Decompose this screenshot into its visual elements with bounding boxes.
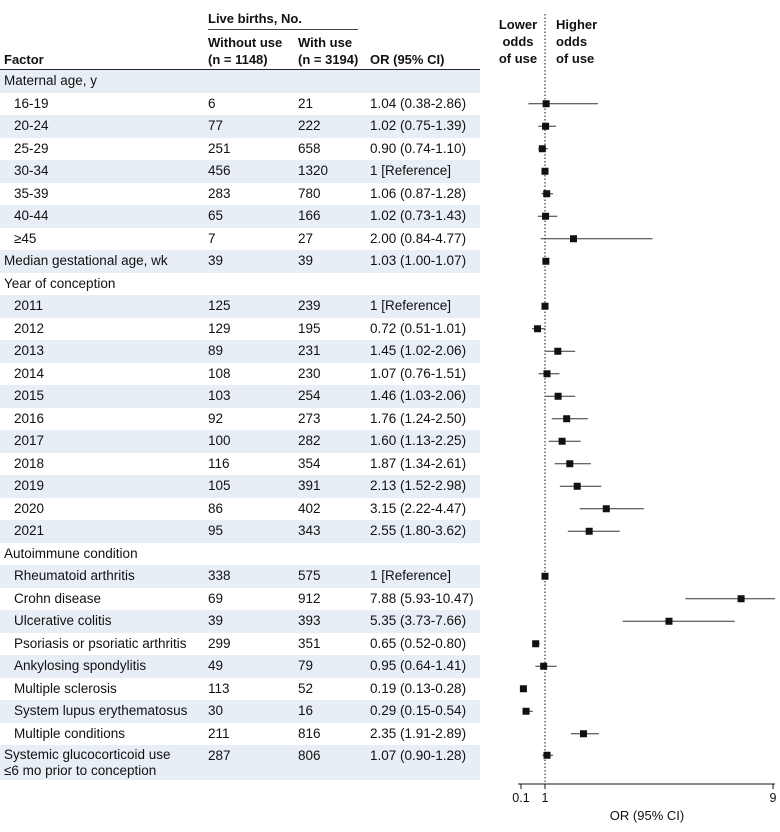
point-estimate-marker [520, 685, 527, 692]
higher-odds-line3: of use [556, 51, 595, 66]
or-ci-value: 0.19 (0.13-0.28) [370, 680, 467, 696]
higher-odds-line2: odds [556, 34, 588, 49]
point-estimate-marker [586, 528, 593, 535]
col-header-factor: Factor [4, 52, 44, 67]
or-ci-value: 2.13 (1.52-2.98) [370, 478, 467, 493]
or-ci-value: 1.76 (1.24-2.50) [370, 410, 467, 426]
factor-cell: 2021 [14, 523, 45, 538]
point-estimate-marker [523, 708, 530, 715]
factor-cell-line1: Systemic glucocorticoid use [4, 747, 171, 762]
without-use-count: 108 [208, 365, 231, 381]
point-estimate-marker [555, 393, 562, 400]
or-ci-value: 1.07 (0.76-1.51) [370, 365, 467, 381]
with-use-count: 402 [298, 500, 321, 516]
with-use-count: 21 [298, 95, 314, 111]
or-ci-value: 0.72 (0.51-1.01) [370, 320, 467, 336]
without-use-count: 105 [208, 478, 231, 493]
factor-cell: 2019 [14, 478, 45, 493]
with-use-count: 816 [298, 725, 321, 741]
x-tick-label: 9 [769, 791, 777, 805]
with-use-count: 393 [298, 613, 321, 628]
with-use-count: 273 [298, 410, 321, 426]
without-use-count: 92 [208, 410, 224, 426]
point-estimate-marker [542, 258, 549, 265]
or-ci-value: 0.29 (0.15-0.54) [370, 703, 467, 718]
or-ci-value: 1.60 (1.13-2.25) [370, 433, 467, 448]
factor-cell: 2018 [14, 455, 45, 471]
without-use-count: 65 [208, 208, 224, 223]
point-estimate-marker [580, 730, 587, 737]
without-use-count: 7 [208, 230, 216, 246]
with-use-count: 231 [298, 343, 321, 358]
point-estimate-marker [540, 663, 547, 670]
factor-cell: 2014 [14, 365, 45, 381]
without-use-count: 129 [208, 320, 231, 336]
with-use-count: 222 [298, 118, 321, 133]
without-use-count: 287 [208, 748, 231, 763]
factor-cell: Median gestational age, wk [4, 253, 168, 268]
with-use-count: 166 [298, 208, 321, 223]
col-header-or: OR (95% CI) [370, 52, 445, 67]
higher-odds-line1: Higher [556, 17, 598, 32]
or-ci-value: 1.02 (0.73-1.43) [370, 208, 467, 223]
point-estimate-marker [566, 460, 573, 467]
or-ci-value: 3.15 (2.22-4.47) [370, 500, 467, 516]
section-label: Autoimmune condition [4, 545, 138, 561]
or-ci-value: 1.45 (1.02-2.06) [370, 343, 467, 358]
or-ci-value: 1.03 (1.00-1.07) [370, 253, 467, 268]
or-ci-value: 1.06 (0.87-1.28) [370, 185, 467, 201]
factor-cell: 2015 [14, 388, 45, 403]
col-header-with-use-line1: With use [298, 35, 353, 50]
factor-cell: Crohn disease [14, 590, 102, 606]
point-estimate-marker [603, 505, 610, 512]
or-ci-value: 1 [Reference] [370, 163, 452, 178]
without-use-count: 77 [208, 118, 224, 133]
factor-cell: 2020 [14, 500, 45, 516]
or-ci-value: 1 [Reference] [370, 568, 452, 583]
with-use-count: 79 [298, 658, 314, 673]
point-estimate-marker [542, 213, 549, 220]
factor-cell: 2011 [14, 298, 44, 313]
factor-cell: Ankylosing spondylitis [14, 658, 147, 673]
point-estimate-marker [554, 348, 561, 355]
without-use-count: 86 [208, 500, 224, 516]
without-use-count: 6 [208, 95, 216, 111]
or-ci-value: 0.95 (0.64-1.41) [370, 658, 467, 673]
factor-cell: 2012 [14, 320, 45, 336]
x-tick-label: 0.1 [512, 791, 530, 805]
with-use-count: 658 [298, 140, 321, 156]
section-label: Year of conception [4, 275, 116, 291]
or-ci-value: 1.46 (1.03-2.06) [370, 388, 467, 403]
factor-cell: Rheumatoid arthritis [14, 568, 135, 583]
point-estimate-marker [559, 438, 566, 445]
or-ci-value: 2.55 (1.80-3.62) [370, 523, 467, 538]
factor-cell: 35-39 [14, 185, 49, 201]
with-use-count: 354 [298, 455, 321, 471]
lower-odds-line3: of use [498, 51, 538, 66]
factor-cell-line2: ≤6 mo prior to conception [4, 763, 157, 778]
live-births-group-label: Live births, No. [208, 11, 302, 26]
factor-cell: Multiple conditions [14, 725, 126, 741]
lower-odds-line1: Lower [498, 17, 538, 32]
factor-cell: ≥45 [14, 230, 37, 246]
factor-cell: 40-44 [14, 208, 49, 223]
or-ci-value: 1.87 (1.34-2.61) [370, 455, 467, 471]
without-use-count: 299 [208, 635, 231, 651]
without-use-count: 338 [208, 568, 231, 583]
with-use-count: 39 [298, 253, 314, 268]
with-use-count: 1320 [298, 163, 329, 178]
without-use-count: 103 [208, 388, 231, 403]
point-estimate-marker [665, 618, 672, 625]
point-estimate-marker [738, 595, 745, 602]
with-use-count: 282 [298, 433, 321, 448]
without-use-count: 125 [208, 298, 231, 313]
factor-cell: 2017 [14, 433, 45, 448]
x-tick-label: 1 [541, 791, 549, 805]
with-use-count: 806 [298, 748, 321, 763]
with-use-count: 780 [298, 185, 321, 201]
factor-cell: Ulcerative colitis [14, 613, 112, 628]
factor-cell: 30-34 [14, 163, 49, 178]
or-ci-value: 1 [Reference] [370, 298, 452, 313]
factor-cell: 16-19 [14, 95, 49, 111]
or-ci-value: 1.04 (0.38-2.86) [370, 95, 467, 111]
col-header-without-use-line2: (n = 1148) [208, 52, 268, 67]
factor-cell: 25-29 [14, 140, 49, 156]
or-ci-value: 1.07 (0.90-1.28) [370, 748, 467, 763]
without-use-count: 116 [208, 455, 230, 471]
point-estimate-marker [570, 235, 577, 242]
factor-cell: 2013 [14, 343, 45, 358]
point-estimate-marker [543, 752, 550, 759]
point-estimate-marker [543, 190, 550, 197]
without-use-count: 39 [208, 613, 224, 628]
with-use-count: 351 [298, 635, 321, 651]
with-use-count: 195 [298, 320, 321, 336]
col-header-with-use-line2: (n = 3194) [298, 52, 359, 67]
with-use-count: 52 [298, 680, 314, 696]
point-estimate-marker [534, 325, 541, 332]
or-ci-value: 0.90 (0.74-1.10) [370, 140, 467, 156]
without-use-count: 30 [208, 703, 224, 718]
with-use-count: 230 [298, 365, 321, 381]
factor-cell: 2016 [14, 410, 45, 426]
point-estimate-marker [543, 100, 550, 107]
point-estimate-marker [563, 415, 570, 422]
with-use-count: 254 [298, 388, 321, 403]
without-use-count: 100 [208, 433, 231, 448]
point-estimate-marker [542, 123, 549, 130]
without-use-count: 211 [208, 725, 230, 741]
point-estimate-marker [542, 168, 549, 175]
without-use-count: 89 [208, 343, 224, 358]
without-use-count: 251 [208, 140, 231, 156]
without-use-count: 113 [208, 680, 230, 696]
with-use-count: 16 [298, 703, 314, 718]
with-use-count: 391 [298, 478, 321, 493]
or-ci-value: 5.35 (3.73-7.66) [370, 613, 467, 628]
factor-cell: System lupus erythematosus [14, 703, 188, 718]
point-estimate-marker [543, 370, 550, 377]
factor-cell: Psoriasis or psoriatic arthritis [14, 635, 187, 651]
without-use-count: 39 [208, 253, 224, 268]
point-estimate-marker [539, 145, 546, 152]
without-use-count: 95 [208, 523, 224, 538]
or-ci-value: 7.88 (5.93-10.47) [370, 590, 474, 606]
without-use-count: 69 [208, 590, 224, 606]
or-ci-value: 1.02 (0.75-1.39) [370, 118, 467, 133]
with-use-count: 912 [298, 590, 321, 606]
x-axis-label: OR (95% CI) [609, 808, 685, 823]
section-label: Maternal age, y [4, 73, 98, 88]
without-use-count: 456 [208, 163, 231, 178]
with-use-count: 575 [298, 568, 321, 583]
with-use-count: 343 [298, 523, 321, 538]
with-use-count: 239 [298, 298, 321, 313]
or-ci-value: 0.65 (0.52-0.80) [370, 635, 467, 651]
col-header-without-use-line1: Without use [208, 35, 283, 50]
point-estimate-marker [574, 483, 581, 490]
or-ci-value: 2.35 (1.91-2.89) [370, 725, 467, 741]
without-use-count: 283 [208, 185, 231, 201]
factor-cell: Multiple sclerosis [14, 680, 117, 696]
or-ci-value: 2.00 (0.84-4.77) [370, 230, 467, 246]
point-estimate-marker [542, 573, 549, 580]
point-estimate-marker [532, 640, 539, 647]
with-use-count: 27 [298, 230, 314, 246]
point-estimate-marker [542, 303, 549, 310]
lower-odds-line2: odds [502, 34, 534, 49]
without-use-count: 49 [208, 658, 224, 673]
factor-cell: 20-24 [14, 118, 49, 133]
